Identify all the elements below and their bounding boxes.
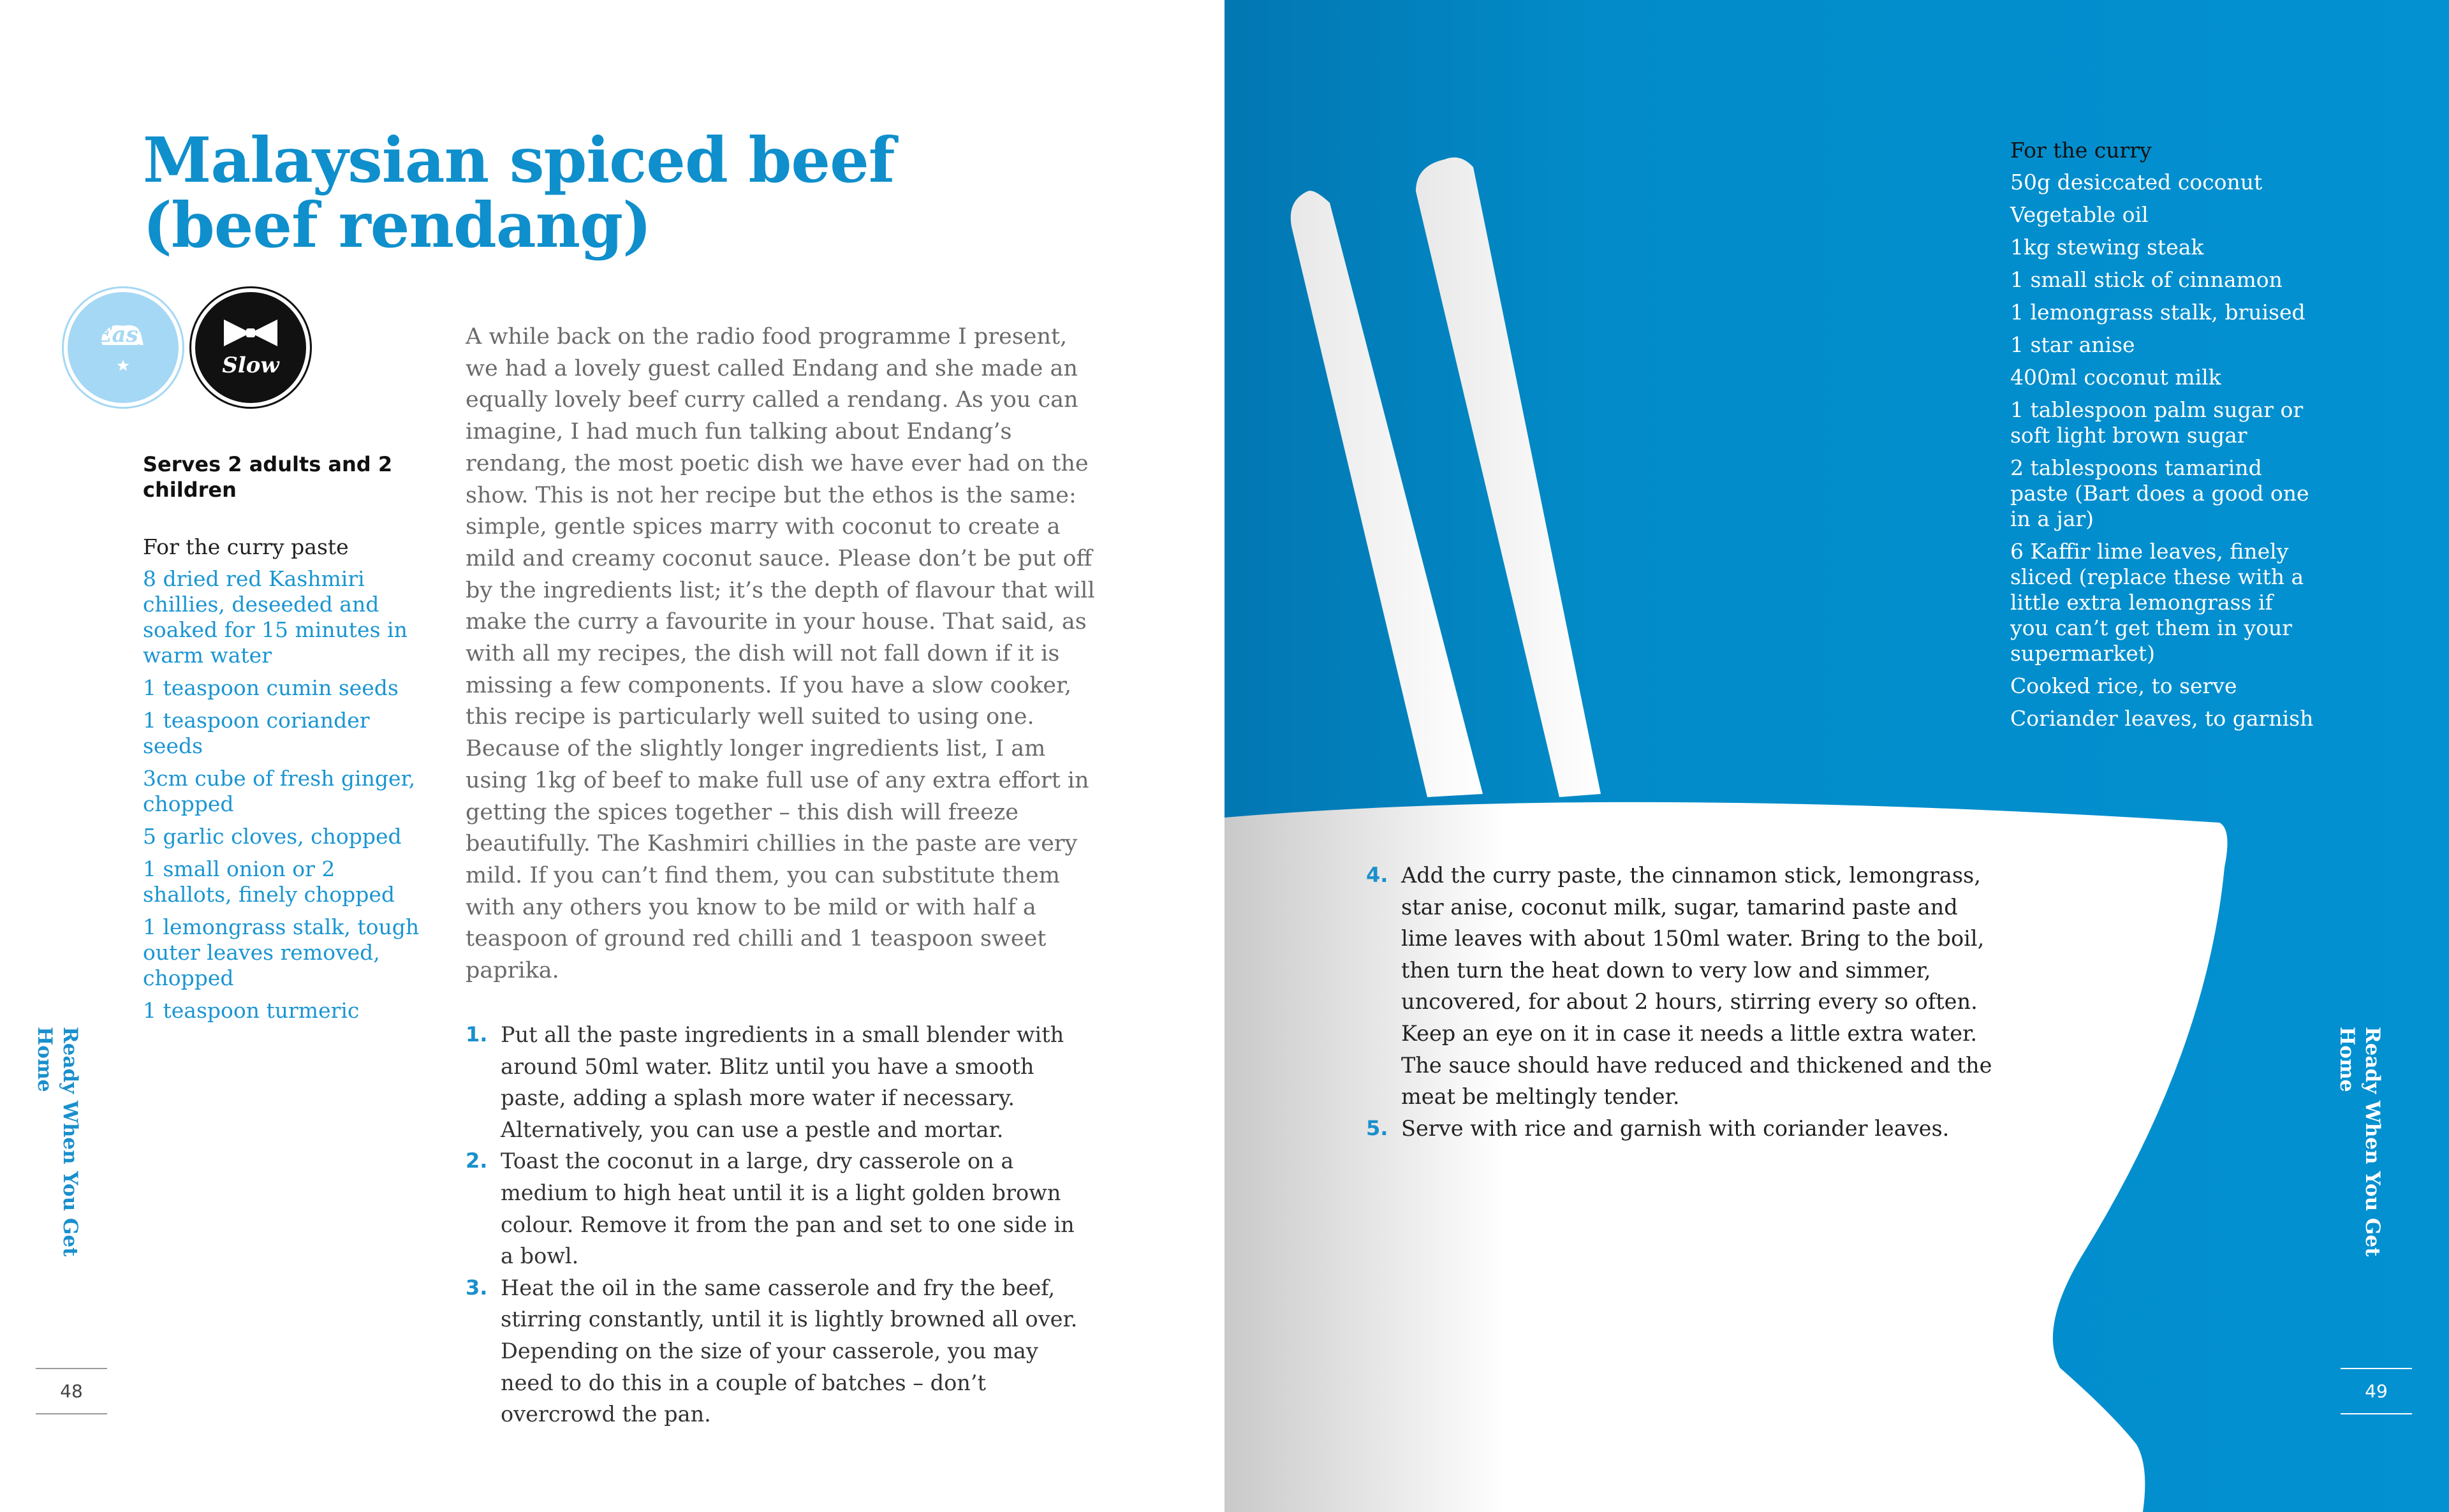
curry-ingredient: 1 small stick of cinnamon bbox=[2010, 267, 2283, 292]
curry-ingredients-list bbox=[2010, 170, 2316, 738]
curry-heading: For the curry bbox=[2010, 138, 2152, 163]
step-number: 3. bbox=[466, 1275, 488, 1300]
star-icon bbox=[117, 359, 129, 372]
method-steps-left bbox=[466, 1019, 1078, 1430]
curry-ingredient: 400ml coconut milk bbox=[2010, 365, 2221, 390]
recipe-title bbox=[143, 124, 972, 261]
page-number: 48 bbox=[60, 1381, 83, 1402]
easy-badge bbox=[64, 288, 182, 407]
method-step bbox=[466, 1019, 1078, 1145]
step-text: Heat the oil in the same casserole and fry the beef, stirring constantly, until it is lightly browned all over. Depending on the size of your casserole, you may need to do this in a couple of batches – don’t overcrowd the pan. bbox=[501, 1275, 1078, 1427]
step-text: Toast the coconut in a large, dry casserole on a medium to high heat until it is a light golden brown colour. Remove it from the pan and set to one side in a bowl. bbox=[501, 1149, 1075, 1269]
curry-ingredient: 50g desiccated coconut bbox=[2010, 170, 2263, 195]
step-number: 5. bbox=[1366, 1115, 1388, 1140]
step-number: 1. bbox=[466, 1022, 488, 1046]
step-text: Add the curry paste, the cinnamon stick, lemongrass, star anise, coconut milk, sugar, tamarind paste and lime leaves with about 150ml water. Bring to the boil, then turn the heat down to very low and simmer, uncovered, for about 2 hours, stirring every so often. Keep an eye on it in case it needs a little extra water. The sauce should have reduced and thickened and the meat be meltingly tender. bbox=[1401, 863, 1992, 1110]
page-number-left bbox=[36, 1368, 107, 1414]
easy-badge-label: Easy bbox=[95, 322, 151, 348]
curry-ingredient: Vegetable oil bbox=[2010, 202, 2149, 227]
method-step bbox=[466, 1145, 1078, 1272]
paste-ingredient: 3cm cube of fresh ginger, chopped bbox=[143, 766, 416, 816]
step-number: 2. bbox=[466, 1149, 488, 1173]
bow-tie-icon bbox=[221, 317, 280, 349]
curry-paste-list bbox=[143, 566, 423, 1031]
page-number-right bbox=[2341, 1368, 2412, 1414]
paste-ingredient: 1 lemongrass stalk, tough outer leaves removed, chopped bbox=[143, 914, 420, 990]
step-text: Put all the paste ingredients in a small blender with around 50ml water. Blitz until you have a smooth paste, adding a splash more water if necessary. Alternatively, you can use a pestle and mortar. bbox=[501, 1022, 1064, 1142]
running-head-right: Ready When You Get Home bbox=[2335, 1027, 2384, 1257]
curry-ingredient: Cooked rice, to serve bbox=[2010, 673, 2237, 698]
title-line-1: Malaysian spiced beef bbox=[143, 124, 895, 196]
title-line-2: (beef rendang) bbox=[143, 189, 651, 261]
running-head-left: Ready When You Get Home bbox=[33, 1027, 82, 1257]
curry-ingredient: 6 Kaffir lime leaves, finely sliced (replace these with a little extra lemongrass if you can’t get them in your supermarket) bbox=[2010, 539, 2304, 666]
curry-ingredient: 1 lemongrass stalk, bruised bbox=[2010, 300, 2306, 325]
right-page-content bbox=[1224, 0, 2449, 1512]
folio-rule bbox=[2341, 1413, 2412, 1414]
curry-paste-heading: For the curry paste bbox=[143, 534, 349, 559]
curry-ingredient: 1kg stewing steak bbox=[2010, 235, 2204, 260]
paste-ingredient: 5 garlic cloves, chopped bbox=[143, 824, 402, 849]
left-page bbox=[0, 0, 1224, 1512]
paste-ingredient: 1 teaspoon coriander seeds bbox=[143, 708, 370, 758]
serves-text: Serves 2 adults and 2 children bbox=[143, 452, 393, 502]
method-step bbox=[466, 1272, 1078, 1430]
folio-rule bbox=[36, 1413, 107, 1414]
method-step bbox=[1366, 860, 1997, 1113]
method-steps-right bbox=[1366, 860, 1997, 1144]
curry-ingredient: Coriander leaves, to garnish bbox=[2010, 706, 2314, 731]
intro-paragraph: A while back on the radio food programme I present, we had a lovely guest called Endang and she made an equally lovely beef curry called a rendang. As you can imagine, I had much fun talking about Endang’s rendang, the most poetic dish we have ever had on the show. This is not her recipe but the ethos is the same: simple, gentle spices marry with coconut to create a mild and creamy coconut sauce. Please don’t be put off by the ingredients list; it’s the depth of flavour that will make the curry a favourite in your house. That said, as with all my recipes, the dish will not fall down if it is missing a few components. If you have a slow cooker, this recipe is particularly well suited to using one. Because of the slightly longer ingredients list, I am using 1kg of beef to make full use of any extra effort in getting the spices together – this dish will freeze beautifully. The Kashmiri chillies in the paste are very mild. If you can’t find them, you can substitute them with any others you know to be mild or with half a teaspoon of ground red chilli and 1 teaspoon sweet paprika. bbox=[466, 324, 1095, 984]
curry-ingredient: 1 tablespoon palm sugar or soft light brown sugar bbox=[2010, 397, 2304, 448]
curry-ingredient: 2 tablespoons tamarind paste (Bart does a good one in a jar) bbox=[2010, 455, 2309, 531]
step-text: Serve with rice and garnish with coriander leaves. bbox=[1401, 1115, 1950, 1141]
paste-ingredient: 8 dried red Kashmiri chillies, deseeded and soaked for 15 minutes in warm water bbox=[143, 566, 408, 668]
right-page bbox=[1224, 0, 2449, 1512]
paste-ingredient: 1 teaspoon cumin seeds bbox=[143, 675, 399, 700]
paste-ingredient: 1 teaspoon turmeric bbox=[143, 998, 360, 1023]
slow-badge-label: Slow bbox=[222, 353, 279, 378]
slow-badge bbox=[191, 288, 310, 407]
method-step bbox=[1366, 1113, 1997, 1145]
step-number: 4. bbox=[1366, 863, 1388, 887]
paste-ingredient: 1 small onion or 2 shallots, finely chopped bbox=[143, 856, 395, 907]
page-number: 49 bbox=[2365, 1381, 2388, 1402]
curry-ingredient: 1 star anise bbox=[2010, 332, 2135, 357]
